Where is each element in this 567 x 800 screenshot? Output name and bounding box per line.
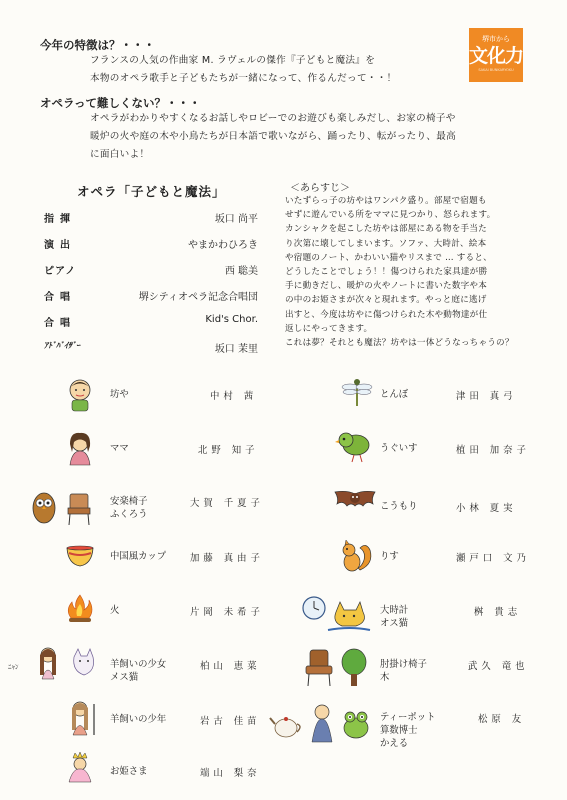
cast-name: 柏山 恵菜	[200, 661, 261, 672]
synopsis-line: や宿題のノート、かわいい猫やリスまで … すると、	[285, 252, 492, 263]
staff-name: 坂口 茉里	[214, 344, 258, 355]
synopsis-line: どうしたことでしょう！！傷つけられた家具達が勝	[285, 267, 488, 278]
synopsis-line: 出すと、今度は坊やに傷つけられた木や動物達が仕	[285, 309, 488, 320]
fire-icon	[64, 594, 96, 624]
cast-name: 桝 貴志	[474, 607, 522, 618]
staff-role: 演出	[44, 240, 76, 251]
synopsis-line: 返しにやってきます。	[285, 323, 373, 334]
cast-name: 大賀 千夏子	[190, 498, 264, 509]
staff-name: 坂口 尚平	[214, 214, 258, 225]
staff-role: 指揮	[44, 214, 76, 225]
cast-name: 片岡 未希子	[190, 607, 264, 618]
intro-line: 本物のオペラ歌手と子どもたちが一緒になって、作るんだって・・！	[90, 73, 397, 84]
intro-question-2: オペラって難しくない？・・・	[40, 96, 201, 110]
synopsis-text	[285, 194, 535, 350]
synopsis-line: 手に動きだし、暖炉の火やノートに書いた数字や本	[285, 281, 487, 292]
intro-line: フランスの人気の作曲家 M. ラヴェルの傑作『子どもと魔法』を	[90, 55, 376, 66]
staff-list	[44, 210, 258, 366]
intro-answer-2	[90, 110, 530, 164]
cast-role: 坊や	[110, 389, 129, 400]
shepherd-icon	[64, 700, 100, 736]
staff-row	[44, 236, 258, 262]
staff-role: ｱﾄﾞﾊﾞｲｻﾞｰ	[44, 341, 80, 350]
bat-icon	[333, 488, 377, 518]
dragonfly-icon	[340, 378, 374, 408]
cast-name: 瀬戸口 文乃	[456, 553, 530, 564]
staff-row	[44, 262, 258, 288]
owl-chair-icon	[30, 490, 96, 526]
shepherdess-icon	[8, 645, 98, 681]
synopsis-heading: ＜あらすじ＞	[290, 183, 350, 194]
staff-name: 堺シティオペラ記念合唱団	[138, 292, 258, 303]
teapot-frog-icon	[272, 702, 372, 744]
synopsis-line: カンシャクを起こした坊やは部屋にある物を手当た	[285, 224, 487, 235]
cast-role: 中国風カップ	[110, 551, 167, 562]
logo-title: 文化力	[469, 45, 524, 67]
cast-role: お姫さま	[110, 766, 148, 777]
cast-role: うぐいす	[380, 443, 418, 454]
staff-name: やまかわひろき	[188, 240, 258, 251]
bird-icon	[336, 428, 374, 464]
synopsis-line: の中のお姫さまが次々と現れます。やっと庭に逃げ	[285, 295, 487, 306]
cast-role: こうもり	[380, 501, 418, 512]
staff-role: 合唱	[44, 318, 76, 329]
staff-role: ピアノ	[44, 266, 77, 277]
logo-subcaption: SAKAI BUNKARYOKU	[478, 68, 514, 72]
intro-line: オペラがわかりやすくなるお話しやロビーでのお遊びも楽しみだし、お家の椅子や	[90, 113, 456, 124]
staff-row	[44, 314, 258, 340]
cast-role: りす	[380, 551, 399, 562]
cast-name: 加藤 真由子	[190, 553, 264, 564]
staff-row	[44, 340, 258, 366]
cast-name: 中村 茜	[210, 391, 258, 402]
staff-name: Kid's Chor.	[205, 314, 258, 325]
cast-role: ママ	[110, 443, 129, 454]
boy-icon	[64, 378, 96, 412]
cast-role: 羊飼いの少年	[110, 714, 167, 725]
synopsis-line: せずに遊んでいる所をママに見つかり、怒られます。	[285, 210, 496, 221]
clock-cat-icon	[300, 596, 372, 634]
cast-name: 植田 加奈子	[456, 445, 530, 456]
staff-row	[44, 288, 258, 314]
cast-name: 津田 真弓	[456, 391, 517, 402]
cast-role: 羊飼いの少女 メス猫	[110, 659, 167, 683]
synopsis-line: いたずらっ子の坊やはワンパク盛り。部屋で宿題も	[285, 196, 487, 206]
intro-line: に面白いよ！	[90, 149, 150, 160]
svg-text:ﾆｬﾝ: ﾆｬﾝ	[8, 663, 19, 671]
cast-role: 火	[110, 605, 120, 616]
cast-name: 武久 竜也	[468, 661, 529, 672]
cast-name: 岩古 佳苗	[200, 716, 261, 727]
cast-role: 肘掛け椅子 木	[380, 659, 427, 683]
staff-row	[44, 210, 258, 236]
cast-name: 松原 友	[478, 714, 526, 725]
cast-name: 小林 夏実	[456, 503, 517, 514]
armchair-tree-icon	[306, 648, 372, 688]
intro-question-1: 今年の特徴は？・・・	[40, 38, 155, 52]
cast-name: 端山 梨奈	[200, 768, 261, 779]
logo-caption: 堺市から	[482, 35, 510, 43]
cast-role: とんぼ	[380, 389, 409, 400]
opera-title: オペラ「子どもと魔法」	[77, 184, 226, 199]
intro-line: 暖炉の火や庭の木や小鳥たちが日本語で歌いながら、踊ったり、転がったり、最高	[90, 131, 457, 142]
cast-name: 北野 知子	[198, 445, 259, 456]
cup-icon	[64, 545, 96, 569]
cast-role: 大時計 オス猫	[380, 605, 409, 629]
squirrel-icon	[336, 540, 374, 576]
intro-answer-1	[90, 52, 490, 88]
mother-icon	[64, 432, 96, 466]
princess-icon	[64, 752, 96, 782]
synopsis-line: これは夢？それとも魔法？坊やは一体どうなっちゃうの？	[285, 338, 514, 349]
cast-role: ティーポット 算数博士 かえる	[380, 712, 436, 749]
staff-role: 合唱	[44, 292, 76, 303]
cast-role: 安楽椅子 ふくろう	[110, 496, 148, 520]
staff-name: 西 聡美	[224, 266, 258, 277]
synopsis-line: り次第に壊してしまいます。ソファ、大時計、絵本	[285, 238, 487, 249]
